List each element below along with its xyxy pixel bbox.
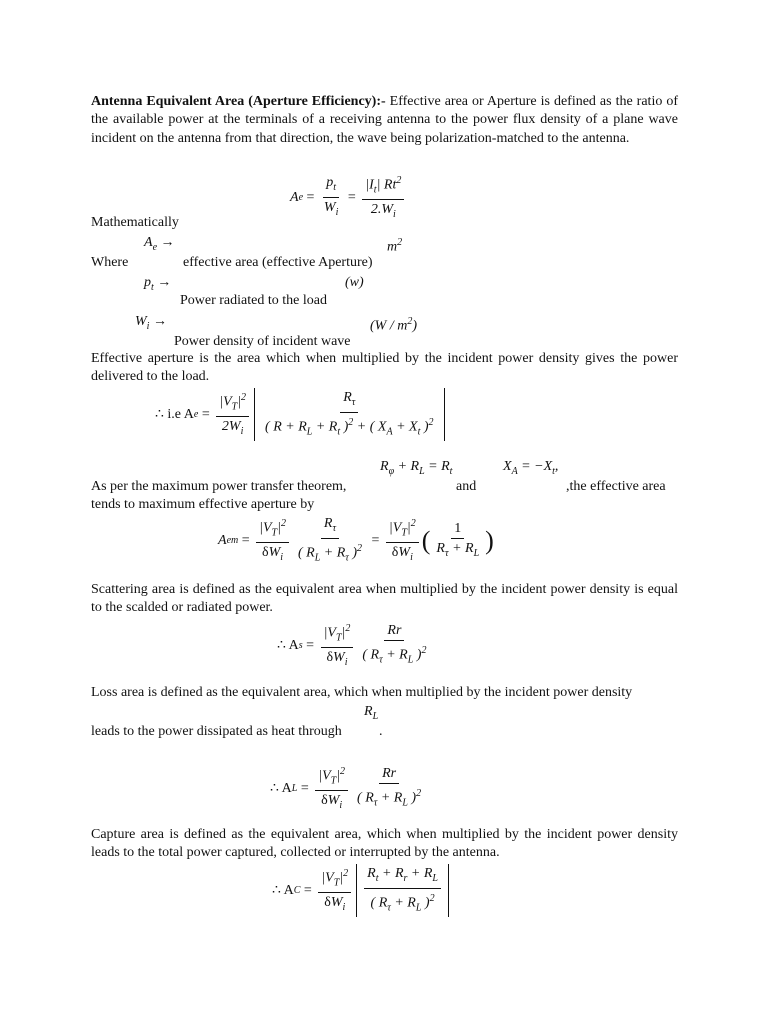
max-power-text-c: ,the effective area [566, 479, 666, 494]
scattering-paragraph: Scattering area is defined as the equivalent area when multiplied by the incident power density is equal to the scalded or radiated power. [91, 582, 678, 616]
equation-aem: A em = $|V_T|^2$ $\delta W_i$ $\frac{R_\tau}{( R_L + R_\tau )^2}$ = $|V_T|^2$ $\delta W_i$ ( 1 $R_\tau + R_L$ ) [218, 516, 494, 564]
max-power-text-and: and [456, 479, 477, 494]
equation-ae-full: ∴ i.e A e = $\frac{|V_T|^2}{2W_i}$ $R_\tau$ ( $R + R_L + R_t$ )$^2$ + ( $X_A + X_t$ )$^2$ [155, 388, 447, 441]
where-label: Where [91, 255, 129, 270]
equation-as: ∴ A s = $|V_T|^2$ $\delta W_i$ Rr ( $R_\tau + R_L$ )$^2$ [277, 620, 432, 671]
pt-description: Power radiated to the load [180, 293, 327, 308]
mathematically-label: Mathematically [91, 215, 179, 230]
capture-paragraph: Capture area is defined as the equivalent area, which when multiplied by the incident power density leads to the total power captured, collected or interrupted by the antenna. [91, 827, 678, 861]
wi-unit: $(W / m^2)$ [370, 316, 417, 334]
ae-description: effective area (effective Aperture) [183, 255, 373, 270]
max-power-text-d: tends to maximum effective aperture by [91, 497, 315, 512]
equation-ae: A e = $\frac{p_t}{W_i}$ = $\frac{|I_t| Rt^2}{2.W_i}$ [290, 172, 407, 223]
wi-description: Power density of incident wave [174, 334, 351, 349]
max-power-text-a: As per the maximum power transfer theorem, [91, 479, 347, 494]
condition-resistance: $R_\varphi + R_L = R_t$ [380, 459, 453, 477]
effective-aperture-paragraph: Effective aperture is the area which when multiplied by the incident power density gives the power delivered to the load. [91, 351, 678, 385]
equation-ac: ∴ A C = $|V_T|^2$ $\delta W_i$ $R_t + R_r + R_L$ ( $R_\tau + R_L$ )$^2$ [272, 864, 451, 917]
condition-reactance: $X_A = -X_t$, [503, 459, 559, 477]
pt-symbol: $p_t$ → [144, 275, 172, 293]
wi-symbol: $W_i$ → [135, 314, 167, 332]
section-heading: Antenna Equivalent Area (Aperture Efficiency):- [91, 94, 386, 109]
intro-text: Effective area or Aperture is defined as the ratio of the available power at the terminals of a receiving antenna to the power flux density of a plane wave incident on the antenna from that direction, the wave being polarization-matched to the antenna. [91, 94, 678, 146]
ae-symbol: $A_e$ → [144, 235, 175, 253]
loss-text-b: leads to the power dissipated as heat through [91, 724, 342, 739]
rl-symbol: $R_L$ [364, 704, 379, 722]
ae-unit: $m^2$ [387, 237, 403, 255]
loss-text-a: Loss area is defined as the equivalent area, which when multiplied by the incident power density [91, 685, 633, 700]
equation-al: ∴ A L = $|V_T|^2$ $\delta W_i$ Rr ( $R_\tau + R_L$ )$^2$ [270, 763, 427, 814]
pt-unit: (w) [345, 275, 364, 290]
loss-text-dot: . [379, 724, 383, 739]
intro-paragraph [91, 93, 678, 148]
